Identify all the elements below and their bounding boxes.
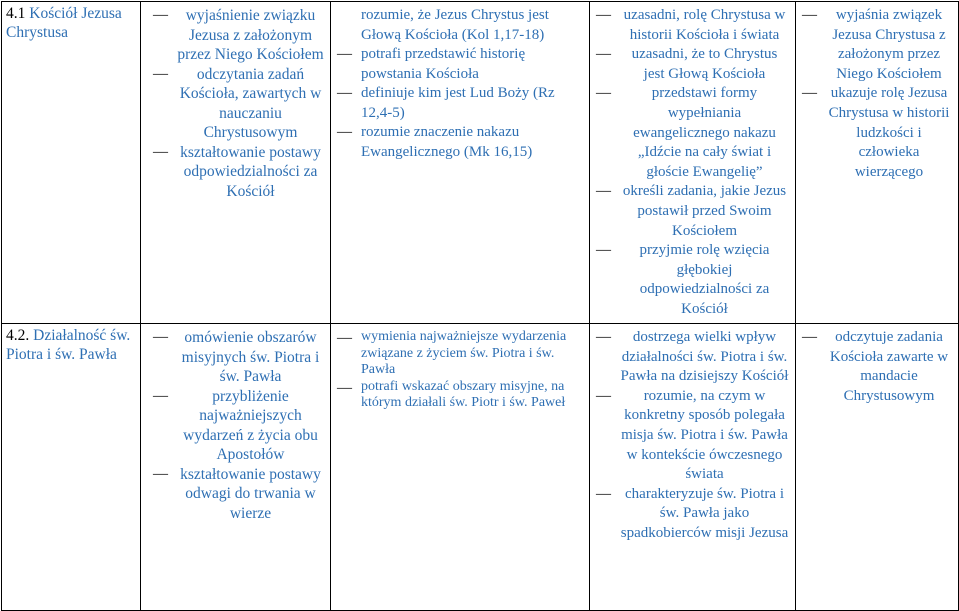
topic-number: 4.2. [6,327,30,344]
list-item: — rozumie, na czym w konkretny sposób polegała misja św. Piotra i św. Pawła w kontekście ówczesnego świata [596,387,788,483]
list-item: — definiuje kim jest Lud Boży (Rz 12,4-5) [337,85,555,121]
list-item: — omówienie obszarów misyjnych św. Piotra i św. Pawła [153,329,320,385]
extended-requirements-cell [590,324,796,611]
basic-requirements-cell [331,2,590,324]
list-item: — potrafi wskazać obszary misyjne, na którym działali św. Piotr i św. Paweł [337,378,566,410]
curriculum-table [1,1,959,611]
topic-title [2,324,140,364]
topic-cell [2,2,141,324]
list-item: — przedstawi formy wypełniania ewangelicznego nakazu „Idźcie na cały świat i głoście Ewangelię” [596,85,776,180]
table-row [2,324,959,611]
list-item: — dostrzega wielki wpływ działalności św. Piotra i św. Pawła na dzisiejszy Kościół [596,329,789,385]
list-item: — kształtowanie postawy odwagi do trwania w wierze [153,465,321,522]
list-item: — wyjaśnienie związku Jezusa z założonym przez Niego Kościołem [153,7,324,63]
topic-name: Kościół Jezusa Chrystusa [6,5,122,41]
list-item: — charakteryzuje św. Piotra i św. Pawła jako spadkobierców misji Jezusa [596,485,789,541]
topic-title [2,2,140,42]
list-item: — określi zadania, jakie Jezus postawił przed Swoim Kościołem [596,183,787,239]
list-item: — wyjaśnia związek Jezusa Chrystusa z założonym przez Niego Kościołem [802,7,946,82]
list-item: — przybliżenie najważniejszych wydarzeń z życia obu Apostołów [153,387,318,463]
extended-requirements-cell [590,2,796,324]
list-item: — ukazuje rolę Jezusa Chrystusa w historii ludzkości i człowieka wierzącego [802,85,950,180]
list-item: — przyjmie rolę wzięcia głębokiej odpowiedzialności za Kościół [596,242,770,317]
list-item: rozumie, że Jezus Chrystus jest Głową Kościoła (Kol 1,17-18) [361,7,549,43]
basic-requirements-cell [331,324,590,611]
goals-cell [141,324,331,611]
topic-number: 4.1 [6,5,26,22]
topic-name: Działalność św. Piotra i św. Pawła [6,327,131,363]
list-item: — uzasadni, że to Chrystus jest Głową Kościoła [596,46,778,82]
list-item: — uzasadni, rolę Chrystusa w historii Kościoła i świata [596,7,786,43]
list-item: — odczytania zadań Kościoła, zawartych w nauczaniu Chrystusowym [153,65,322,141]
list-item: — kształtowanie postawy odpowiedzialności za Kościół [153,143,321,200]
list-item: — wymienia najważniejsze wydarzenia związane z życiem św. Piotra i św. Pawła [337,329,567,377]
goals-cell [141,2,331,324]
outcomes-cell [796,2,959,324]
outcomes-cell [796,324,959,611]
topic-cell [2,324,141,611]
list-item: — odczytuje zadania Kościoła zawarte w mandacie Chrystusowym [802,329,949,404]
list-item: — potrafi przedstawić historię powstania Kościoła [337,46,526,82]
table-row [2,2,959,324]
list-item: — rozumie znaczenie nakazu Ewangelicznego (Mk 16,15) [337,124,533,160]
